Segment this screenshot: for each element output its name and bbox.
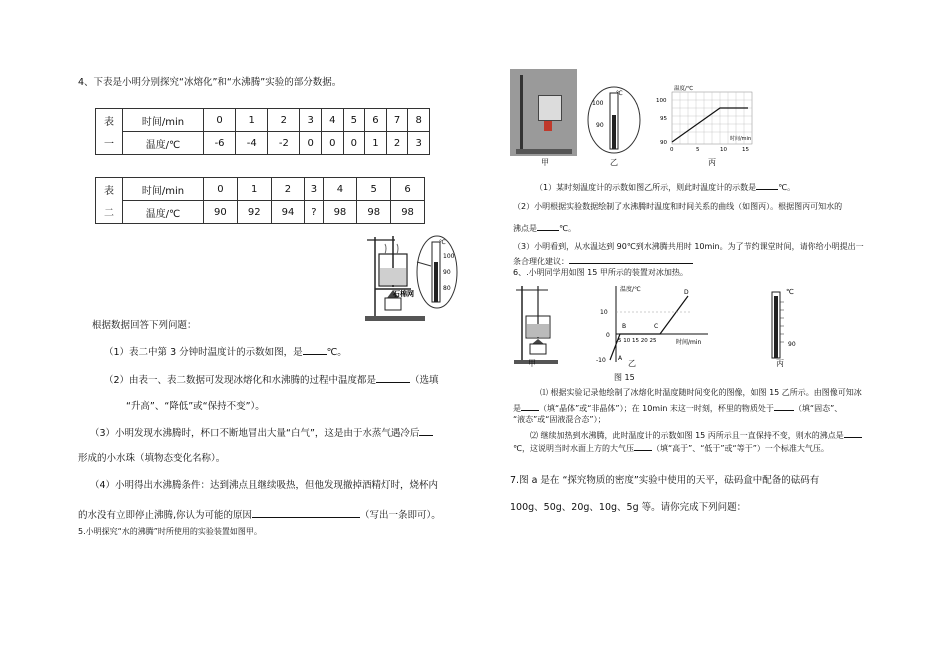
graph-xtick: 10 xyxy=(720,147,727,152)
graph-xlabel: 时间/min xyxy=(730,136,752,142)
question-4-1: （1）表二中第 3 分钟时温度计的示数如图，是 ℃。 xyxy=(104,344,347,359)
question-6-1: ⑴ 根据实验记录他绘制了冰熔化时温度随时间变化的图像，如图 15 乙所示。由图像可知冰 xyxy=(540,388,862,397)
table2-cell: 90 xyxy=(204,201,238,224)
graph2-ytick: -10 xyxy=(596,357,606,364)
point-label: C xyxy=(654,323,659,330)
thermo2-unit: ℃ xyxy=(786,288,794,296)
table2-temp-header: 温度/℃ xyxy=(123,201,204,224)
table1-cell: 7 xyxy=(386,109,408,132)
table-ice-melting xyxy=(95,108,430,155)
figure15-caption: 图 15 xyxy=(614,373,635,382)
scale-unit: ℃ xyxy=(439,239,446,246)
table1-cell: -2 xyxy=(268,132,300,155)
scale-value: 100 xyxy=(443,253,455,260)
thermo-value: 90 xyxy=(596,122,604,129)
figure-label-yi: 乙 xyxy=(610,158,618,167)
table1-cell: 1 xyxy=(365,132,387,155)
question-7-cont: 100g、50g、20g、10g、5g 等。请你完成下列问题： xyxy=(510,502,747,513)
table1-cell: 2 xyxy=(268,109,300,132)
question-6-1-cont: 是 （填“晶体”或“非晶体”）；在 10min 末这一时刻，杯里的物质处于 （填“固态”、 xyxy=(513,401,842,415)
question-4-3: （3）小明发现水沸腾时，杯口不断地冒出大量“白气”，这是由于水蒸气遇冷后 xyxy=(90,425,433,440)
graph2-ylabel: 温度/℃ xyxy=(620,286,641,293)
table1-cell: -4 xyxy=(236,132,268,155)
q4-title: 4、下表是小明分别探究“冰熔化”和“水沸腾”实验的部分数据。 xyxy=(78,77,342,88)
table2-cell: 6 xyxy=(391,178,425,201)
table1-time-header: 时间/min xyxy=(123,109,204,132)
table1-cell: 3 xyxy=(408,132,430,155)
thermo-value: 100 xyxy=(592,100,604,107)
point-label: D xyxy=(684,289,689,296)
answer-prompt: 根据数据回答下列问题： xyxy=(92,320,197,331)
table1-cell: 6 xyxy=(365,109,387,132)
table1-cell: 5 xyxy=(343,109,365,132)
table2-cell: 98 xyxy=(323,201,357,224)
scale-value: 80 xyxy=(443,285,451,292)
table2-cell: 1 xyxy=(237,178,271,201)
table1-label-bottom: 一 xyxy=(96,132,123,155)
question-4-4: （4）小明得出水沸腾条件：达到沸点且继续吸热，但他发现撤掉酒精灯时，烧杯内 xyxy=(90,480,439,491)
question-5-3: （3）小明看到，从水温达到 90℃到水沸腾共用时 10min。为了节约课堂时间，请你给小明提出一 xyxy=(513,242,864,251)
table1-cell: 0 xyxy=(322,132,344,155)
figure15-label-bing: 丙 xyxy=(776,359,784,368)
question-4-4-cont: 的水没有立即停止沸腾,你认为可能的原因 （写出一条即可）。 xyxy=(78,507,441,522)
table2-cell: 4 xyxy=(323,178,357,201)
figure-label-bing: 丙 xyxy=(708,158,716,167)
table-water-boiling xyxy=(95,177,425,224)
q6-title: 6、.小明同学用如图 15 甲所示的装置对冰加热。 xyxy=(513,268,688,277)
table2-cell: ? xyxy=(305,201,323,224)
ice-melting-graph xyxy=(590,282,720,368)
q5-title: 5.小明探究“水的沸腾”时所使用的实验装置如图甲。 xyxy=(78,527,262,536)
graph2-ytick: 0 xyxy=(606,332,610,339)
boiling-apparatus-figure xyxy=(355,232,465,327)
graph2-xticks: 5 10 15 20 25 xyxy=(618,338,657,344)
table2-cell: 3 xyxy=(305,178,323,201)
thermometer-figure xyxy=(584,85,644,155)
graph-ytick: 100 xyxy=(656,98,667,104)
figure-label-jia: 甲 xyxy=(541,158,549,167)
graph-xtick: 15 xyxy=(742,147,749,152)
point-label: B xyxy=(622,323,627,330)
question-5-2: （2）小明根据实验数据绘制了水沸腾时温度和时间关系的曲线（如图丙）。根据图丙可知水的 xyxy=(513,202,843,211)
table2-cell: 2 xyxy=(271,178,305,201)
table1-cell: 4 xyxy=(322,109,344,132)
scale-value: 90 xyxy=(443,269,451,276)
apparatus-photo xyxy=(510,69,577,156)
graph2-ytick: 10 xyxy=(600,309,608,316)
table1-cell: 0 xyxy=(343,132,365,155)
table2-cell: 94 xyxy=(271,201,305,224)
question-4-2: （2）由表一、表二数据可发现冰熔化和水沸腾的过程中温度都是 （选填 xyxy=(104,372,439,387)
graph-ylabel: 温度/℃ xyxy=(674,86,694,92)
ice-heating-apparatus xyxy=(512,282,560,370)
table2-label-top: 表 xyxy=(96,178,123,201)
table1-cell: 2 xyxy=(386,132,408,155)
graph2-xlabel: 时间/min xyxy=(676,339,702,346)
thermo-unit: ℃ xyxy=(616,90,623,97)
graph-ytick: 90 xyxy=(660,140,667,146)
table2-cell: 98 xyxy=(357,201,391,224)
graph-xtick: 5 xyxy=(696,147,700,152)
question-6-2: ⑵ 继续加热到水沸腾，此时温度计的示数如图 15 丙所示且一直保持不变，则水的沸点是 xyxy=(530,428,862,442)
figure15-label-yi: 乙 xyxy=(628,359,636,368)
table2-cell: 5 xyxy=(357,178,391,201)
question-5-2-cont: 沸点是 ℃。 xyxy=(513,221,576,235)
table2-cell: 92 xyxy=(237,201,271,224)
table2-label-bottom: 二 xyxy=(96,201,123,224)
boiling-curve-graph xyxy=(652,82,757,152)
table1-label-top: 表 xyxy=(96,109,123,132)
table1-cell: 3 xyxy=(300,109,322,132)
boiling-thermometer xyxy=(762,282,812,362)
graph-xtick: 0 xyxy=(670,147,674,152)
table1-cell: 1 xyxy=(236,109,268,132)
table2-time-header: 时间/min xyxy=(123,178,204,201)
figure15-label-jia: 甲 xyxy=(528,359,536,368)
point-label: A xyxy=(618,355,623,362)
question-7: 7.图 a 是在 “探究物质的密度”实验中使用的天平，砝码盒中配备的砝码有 xyxy=(510,475,820,486)
table2-cell: 98 xyxy=(391,201,425,224)
table1-cell: -6 xyxy=(204,132,236,155)
question-5-3-cont: 条合理化建议： xyxy=(513,254,693,268)
question-5-1: （1）某时刻温度计的示数如图乙所示，则此时温度计的示数是 ℃。 xyxy=(535,180,795,194)
table2-cell: 0 xyxy=(204,178,238,201)
question-6-2-cont: ℃，这说明当时水面上方的大气压 （填“高于”、“低于”或“等于”）一个标准大气压。 xyxy=(513,441,829,455)
table1-temp-header: 温度/℃ xyxy=(123,132,204,155)
question-4-3-cont: 形成的小水珠（填物态变化名称）。 xyxy=(78,453,226,464)
asbestos-net-label: 石棉网 xyxy=(393,290,414,298)
table1-cell: 0 xyxy=(204,109,236,132)
question-6-1-cont2: “液态”或“固液混合态”）； xyxy=(513,415,606,424)
table1-cell: 8 xyxy=(408,109,430,132)
thermo2-value: 90 xyxy=(788,341,796,348)
question-4-2-options: “升高”、“降低”或“保持不变”）。 xyxy=(126,401,265,412)
table1-cell: 0 xyxy=(300,132,322,155)
graph-ytick: 95 xyxy=(660,116,667,122)
